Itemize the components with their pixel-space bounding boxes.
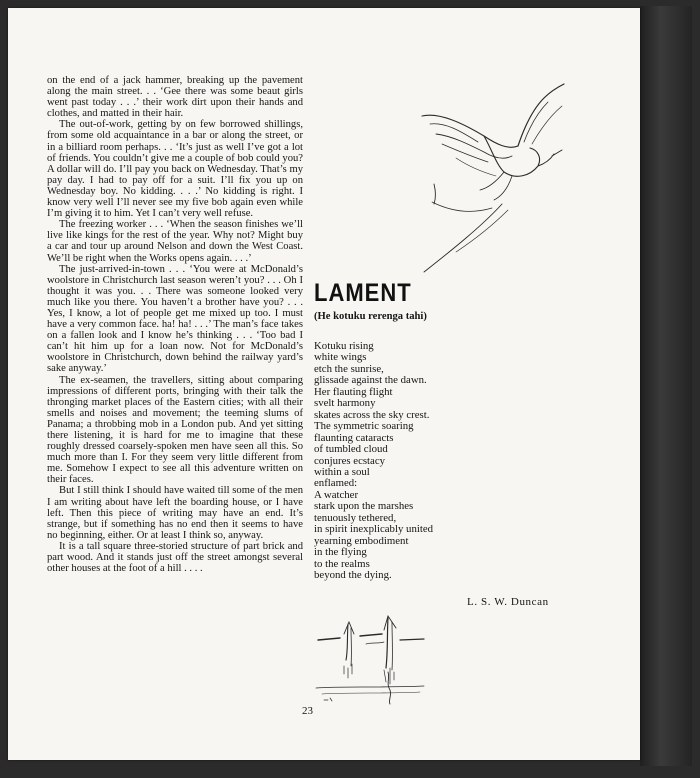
poem-author: L. S. W. Duncan — [467, 596, 549, 608]
reeds-sketch-illustration — [314, 614, 426, 706]
page-edge-shadow — [640, 6, 692, 766]
poem-line: within a soul — [314, 465, 370, 478]
poem-line: flaunting cataracts — [314, 431, 394, 444]
article-paragraph: The just-arrived-in-town . . . ‘You were at McDonald’s woolstore in Christchurch last season weren’t you? . . . Oh I thought it was you. . . There was someone looked very much like you there. You haven’t a brother have you? . . . Yes, I know, a lot of people get me mixed up too. I must have a very common face. ha! ha! . . .’ The man’s face takes on a fallen look and I know he’s thinking . . . ‘Too bad I can’t hit him up for a loan now. Not for McDonald’s woolstore in Christchurch, down behind the railway yard’s sake anyway.’ — [47, 263, 303, 375]
magazine-page — [8, 8, 640, 760]
poem-line: yearning embodiment — [314, 534, 409, 547]
poem-line: in spirit inexplicably united — [314, 523, 434, 536]
heron-sketch-illustration — [412, 80, 572, 276]
poem-line: Kotuku rising — [314, 340, 374, 352]
poem-line: in the flying — [314, 546, 367, 559]
poem-title: LAMENT — [314, 278, 412, 307]
poem-line: white wings — [314, 351, 367, 364]
poem-line: beyond the dying. — [314, 569, 392, 582]
poem-line: svelt harmony — [314, 397, 376, 410]
article-paragraph: It is a tall square three-storied structure of part brick and part wood. And it stands just off the street amongst several other houses at the foot of a hill . . . . — [47, 540, 303, 575]
article-paragraph: The out-of-work, getting by on few borrowed shillings, from some old acquaintance in a bar or along the street, or in a billiard room perhaps. . . ‘It’s just as well I’ve got a lot of friends. You couldn’t give me a couple of bob could you? A dollar will do. I’ll pay you back on Wednesday. That’s my pay day. I had to pay off for a suit. I’ll fix you up on Wednesday boy. No kidding. . . .’ No kidding is right. I know very well I’ll never see my five bob again even while I’m giving it to him. Yet I can’t very well refuse. — [47, 119, 303, 220]
poem-body — [314, 341, 574, 582]
poem-line: A watcher — [314, 488, 359, 501]
poem-line: enflamed: — [314, 477, 358, 490]
poem-line: glissade against the dawn. — [314, 374, 427, 387]
poem-line: skates across the sky crest. — [314, 408, 430, 421]
article-paragraph: The freezing worker . . . ‘When the season finishes we’ll live like kings for the rest of the year. Why not? Might buy a car and tour up around Nelson and down the West Coast. We’ll be right when the Works opens again. . . .’ — [47, 219, 303, 264]
poem-line: The symmetric soaring — [314, 420, 414, 433]
poem-line: to the realms — [314, 557, 370, 570]
poem-line: conjures ecstacy — [314, 454, 386, 467]
poem-line: etch the sunrise, — [314, 362, 384, 375]
article-paragraph: But I still think I should have waited till some of the men I am writing about have left the boarding house, or I have left. Then this piece of writing may have an end. It’s strange, but if something has no end then it seems to have no beginning, either. Or at least I think so, anyway. — [47, 485, 303, 541]
poem-subtitle: (He kotuku rerenga tahi) — [314, 311, 427, 322]
page-number: 23 — [302, 705, 313, 717]
poem-line: Her flauting flight — [314, 385, 393, 398]
poem-line: tenuously tethered, — [314, 511, 397, 524]
poem-line: of tumbled cloud — [314, 443, 388, 456]
article-column — [47, 75, 303, 574]
article-paragraph: The ex-seamen, the travellers, sitting about comparing impressions of different ports, bringing with their talk the thronging market places of the Eastern cities; with all their smells and noises and movement; the teeming slums of Panama; a throbbing mob in a London pub. And yet sitting there listening, it is hard for me to imagine that these roughly dressed coarsely-spoken men have seen all this. So much more than I. For they seem very little different from me. Somehow I expect to see all this adventure written on their faces. — [47, 374, 303, 486]
article-paragraph: on the end of a jack hammer, breaking up the pavement along the main street. . . ‘Gee there was some beaut girls went past today . . .’ their work dirt upon their hands and clothes, and matted in their hair. — [47, 75, 303, 120]
poem-line: stark upon the marshes — [314, 500, 414, 513]
